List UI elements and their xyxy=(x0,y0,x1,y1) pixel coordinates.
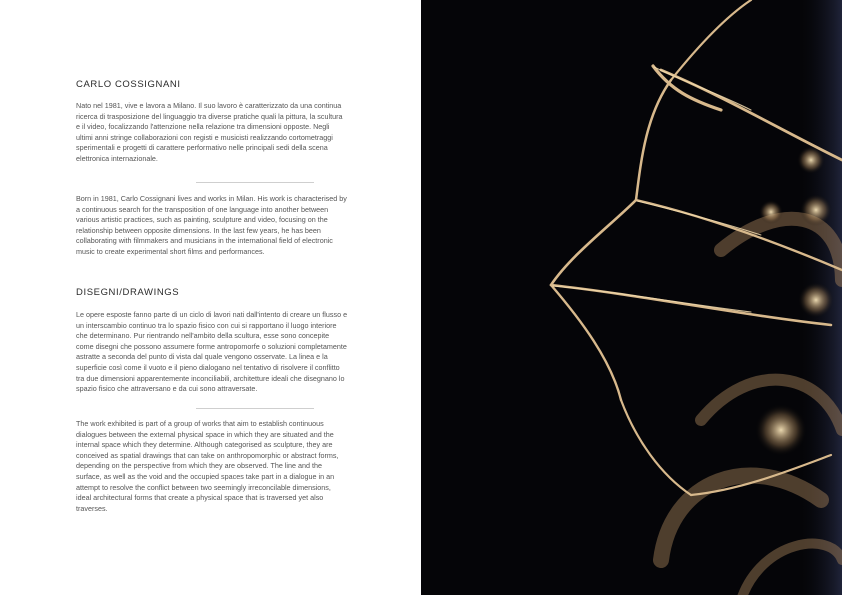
divider xyxy=(196,182,314,183)
drawings-text-english: The work exhibited is part of a group of works that aim to establish continuous dialogues between the external physical space in which they are situated and the internal space which they determine. Although categorised as sculpture, they are conceived as spatial drawings that can take on anthropomorphic or abstract forms, depending on the perspective from which they are observed. The line and the surface, as well as the void and the occupied spaces take part in a dialogue in an attempt to resolve the conflict between two seemingly irreconcilable dimensions, ideal architectural forms that create a physical space that is traversed yet also traverses. xyxy=(76,419,339,513)
sculpture-photo xyxy=(421,0,842,595)
drawings-heading: DISEGNI/DRAWINGS xyxy=(76,287,180,298)
drawings-text-italian: Le opere esposte fanno parte di un ciclo di lavori nati dall'intento di creare un flusso e un interscambio continuo tra lo spazio fisico con cui si rapportano il luogo interiore che determinano. Pur rientrando nell'ambito della scultura, esse sono concepite come disegni che possono assumere forme antropomorfe o soluzioni completamente astratte a seconda del punto di vista dal quale vengono osservate. La linea e la superficie così come il vuoto e il pieno dialogano nel tentativo di risolvere il conflitto tra due dimensioni apparentemente inconciliabili, architetture ideali che disegnano lo spazio fisico che attraversano e da cui sono attraversate. xyxy=(76,310,348,394)
divider xyxy=(196,408,314,409)
artist-heading: CARLO COSSIGNANI xyxy=(76,79,181,90)
artist-bio-english: Born in 1981, Carlo Cossignani lives and works in Milan. His work is characterised by a continuous search for the transposition of one language into another between various artistic practices, such as painting, sculpture and video, focusing on the relationship between opposite dimensions. In the last few years, he has been collaborating with filmmakers and musicians in the international field of electronic music to create experimental short films and performances. xyxy=(76,194,347,256)
wire-head-sculpture-image xyxy=(421,0,842,595)
artist-bio-italian: Nato nel 1981, vive e lavora a Milano. Il suo lavoro è caratterizzato da una continua ricerca di trasposizione del linguaggio tra diverse pratiche quali la pittura, la scultura e il video, focalizzando l'attenzione nella relazione tra dimensioni opposte. Negli ultimi anni stringe collaborazioni con registi e musicisti realizzando cortometraggi sperimentali e progetti di carattere performativo nelle principali sedi della scena elettronica internazionale. xyxy=(76,101,343,163)
